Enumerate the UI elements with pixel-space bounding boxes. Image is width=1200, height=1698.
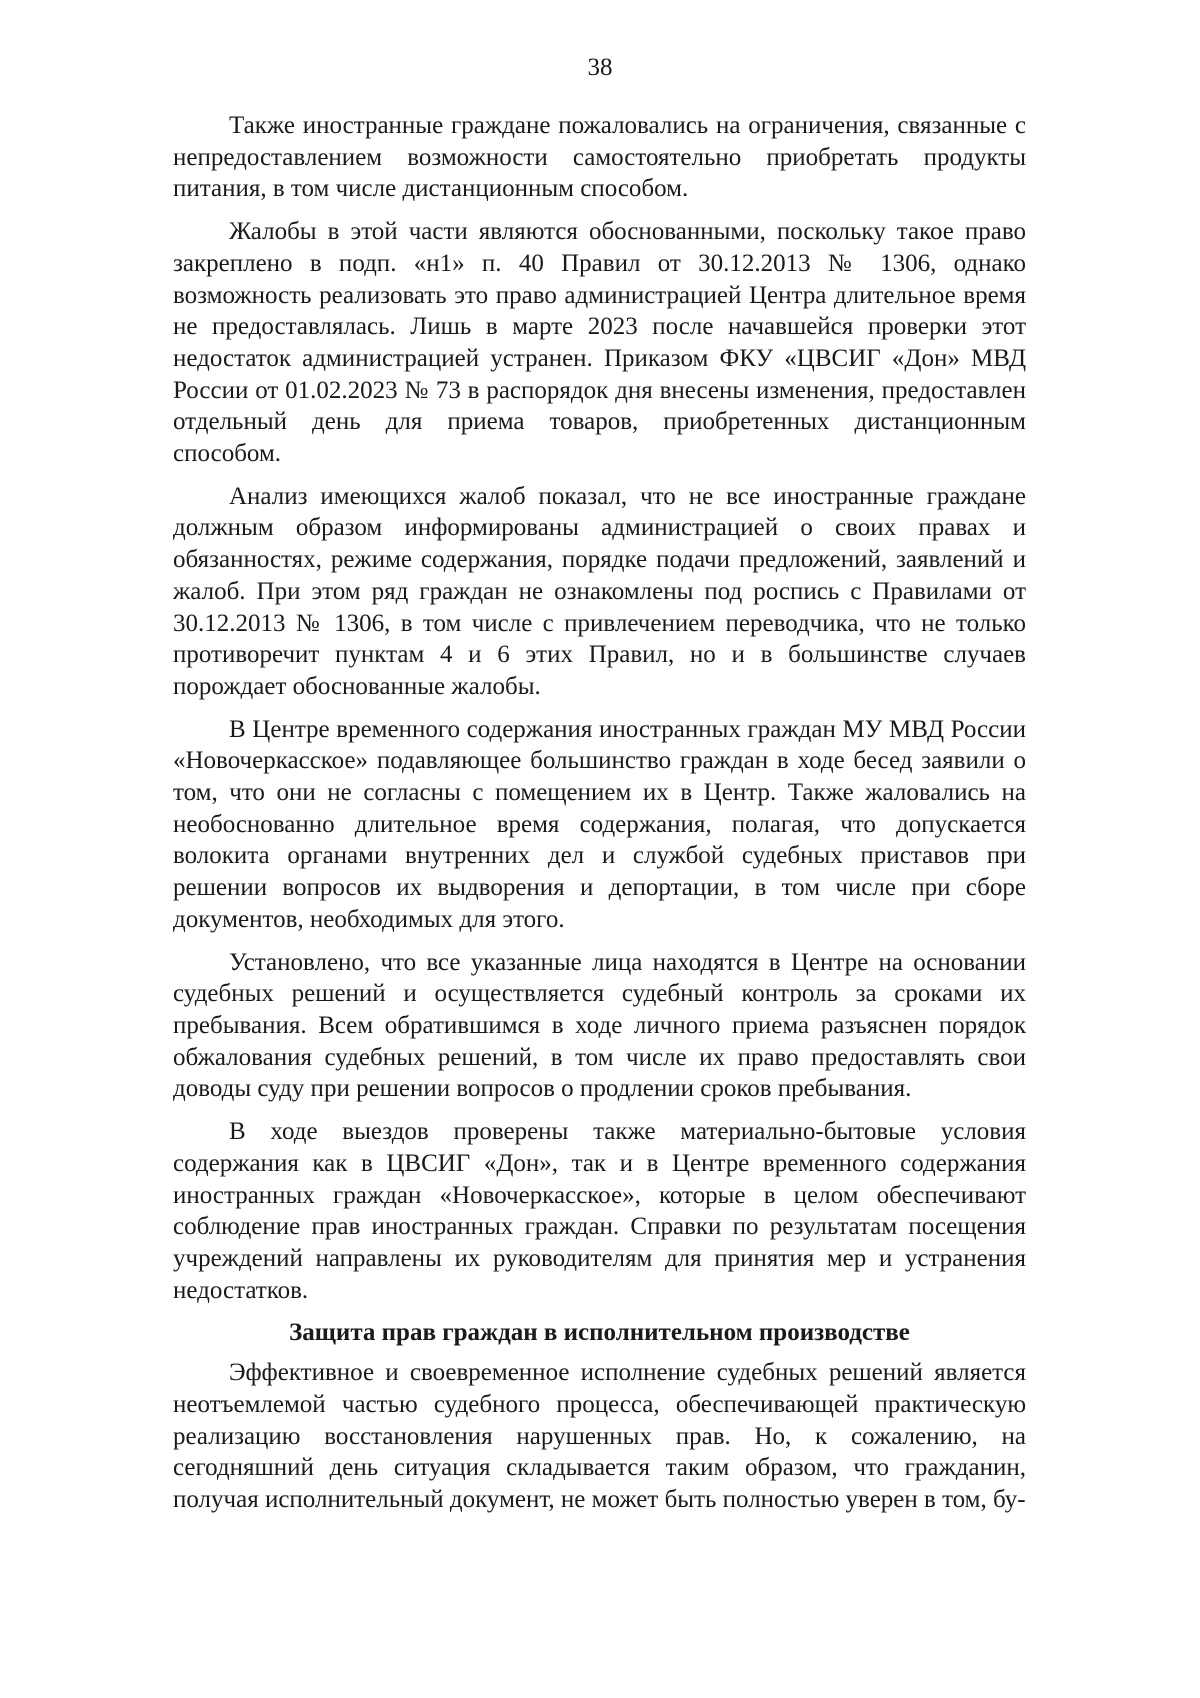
paragraph-food-purchase: Также иностранные граждане пожаловались на ограничения, связанные с непредоставлением возможности самостоятельно приобретать продукты питания, в том числе дистанционным способом. (173, 112, 1026, 203)
paragraph-complaints-analysis: Анализ имеющихся жалоб показал, что не все иностранные граждане должным образом информированы администрацией о своих правах и обязанностях, режиме содержания, порядке подачи предложений, заявлений и жалоб. При этом ряд граждан не ознакомлены под роспись с Правилами от 30.12.2013 № 1306, в том числе с привлечением переводчика, что не только противоречит пунктам 4 и 6 этих Правил, но и в большинстве случаев порождает обоснованные жалобы. (173, 482, 1026, 700)
paragraph-living-conditions: В ходе выездов проверены также материально-бытовые условия содержания как в ЦВСИГ «Дон», так и в Центре временного содержания иностранных граждан «Новочеркасское», которые в целом обеспечивают соблюдение прав иностранных граждан. Справки по результатам посещения учреждений направлены их руководителям для принятия мер и устранения недостатков. (173, 1118, 1026, 1304)
document-body (173, 110, 1026, 1527)
paragraph-court-decisions: Установлено, что все указанные лица находятся в Центре на основании судебных решений и осуществляется судебный контроль за сроками их пребывания. Всем обратившимся в ходе личного приема разъяснен порядок обжалования судебных решений, в том числе их право предоставлять свои доводы суду при решении вопросов о продлении сроков пребывания. (173, 948, 1026, 1103)
paragraph-complaints-justified: Жалобы в этой части являются обоснованными, поскольку такое право закреплено в подп. «н1» п. 40 Правил от 30.12.2013 № 1306, однако возможность реализовать это право администрацией Центра длительное время не предоставлялась. Лишь в марте 2023 после начавшейся проверки этот недостаток администрацией устранен. Приказом ФКУ «ЦВСИГ «Дон» МВД России от 01.02.2023 № 73 в распорядок дня внесены изменения, предоставлен отдельный день для приема товаров, приобретенных дистанционным способом. (173, 218, 1026, 468)
page-number: 38 (587, 54, 613, 81)
paragraph-enforcement-proceedings: Эффективное и своевременное исполнение судебных решений является неотъемлемой частью судебного процесса, обеспечивающей практическую реализацию восстановления нарушенных прав. Но, к сожалению, на сегодняшний день ситуация складывается таким образом, что гражданин, получая исполнительный документ, не может быть полностью уверен в том, бу- (173, 1359, 1026, 1514)
section-heading: Защита прав граждан в исполнительном производстве (289, 1319, 910, 1347)
paragraph-novocherkassk-center: В Центре временного содержания иностранных граждан МУ МВД России «Новочеркасское» подавляющее большинство граждан в ходе бесед заявили о том, что они не согласны с помещением их в Центр. Также жаловались на необоснованно длительное время содержания, полагая, что допускается волокита органами внутренних дел и службой судебных приставов при решении вопросов их выдворения и депортации, в том числе при сборе документов, необходимых для этого. (173, 715, 1026, 933)
